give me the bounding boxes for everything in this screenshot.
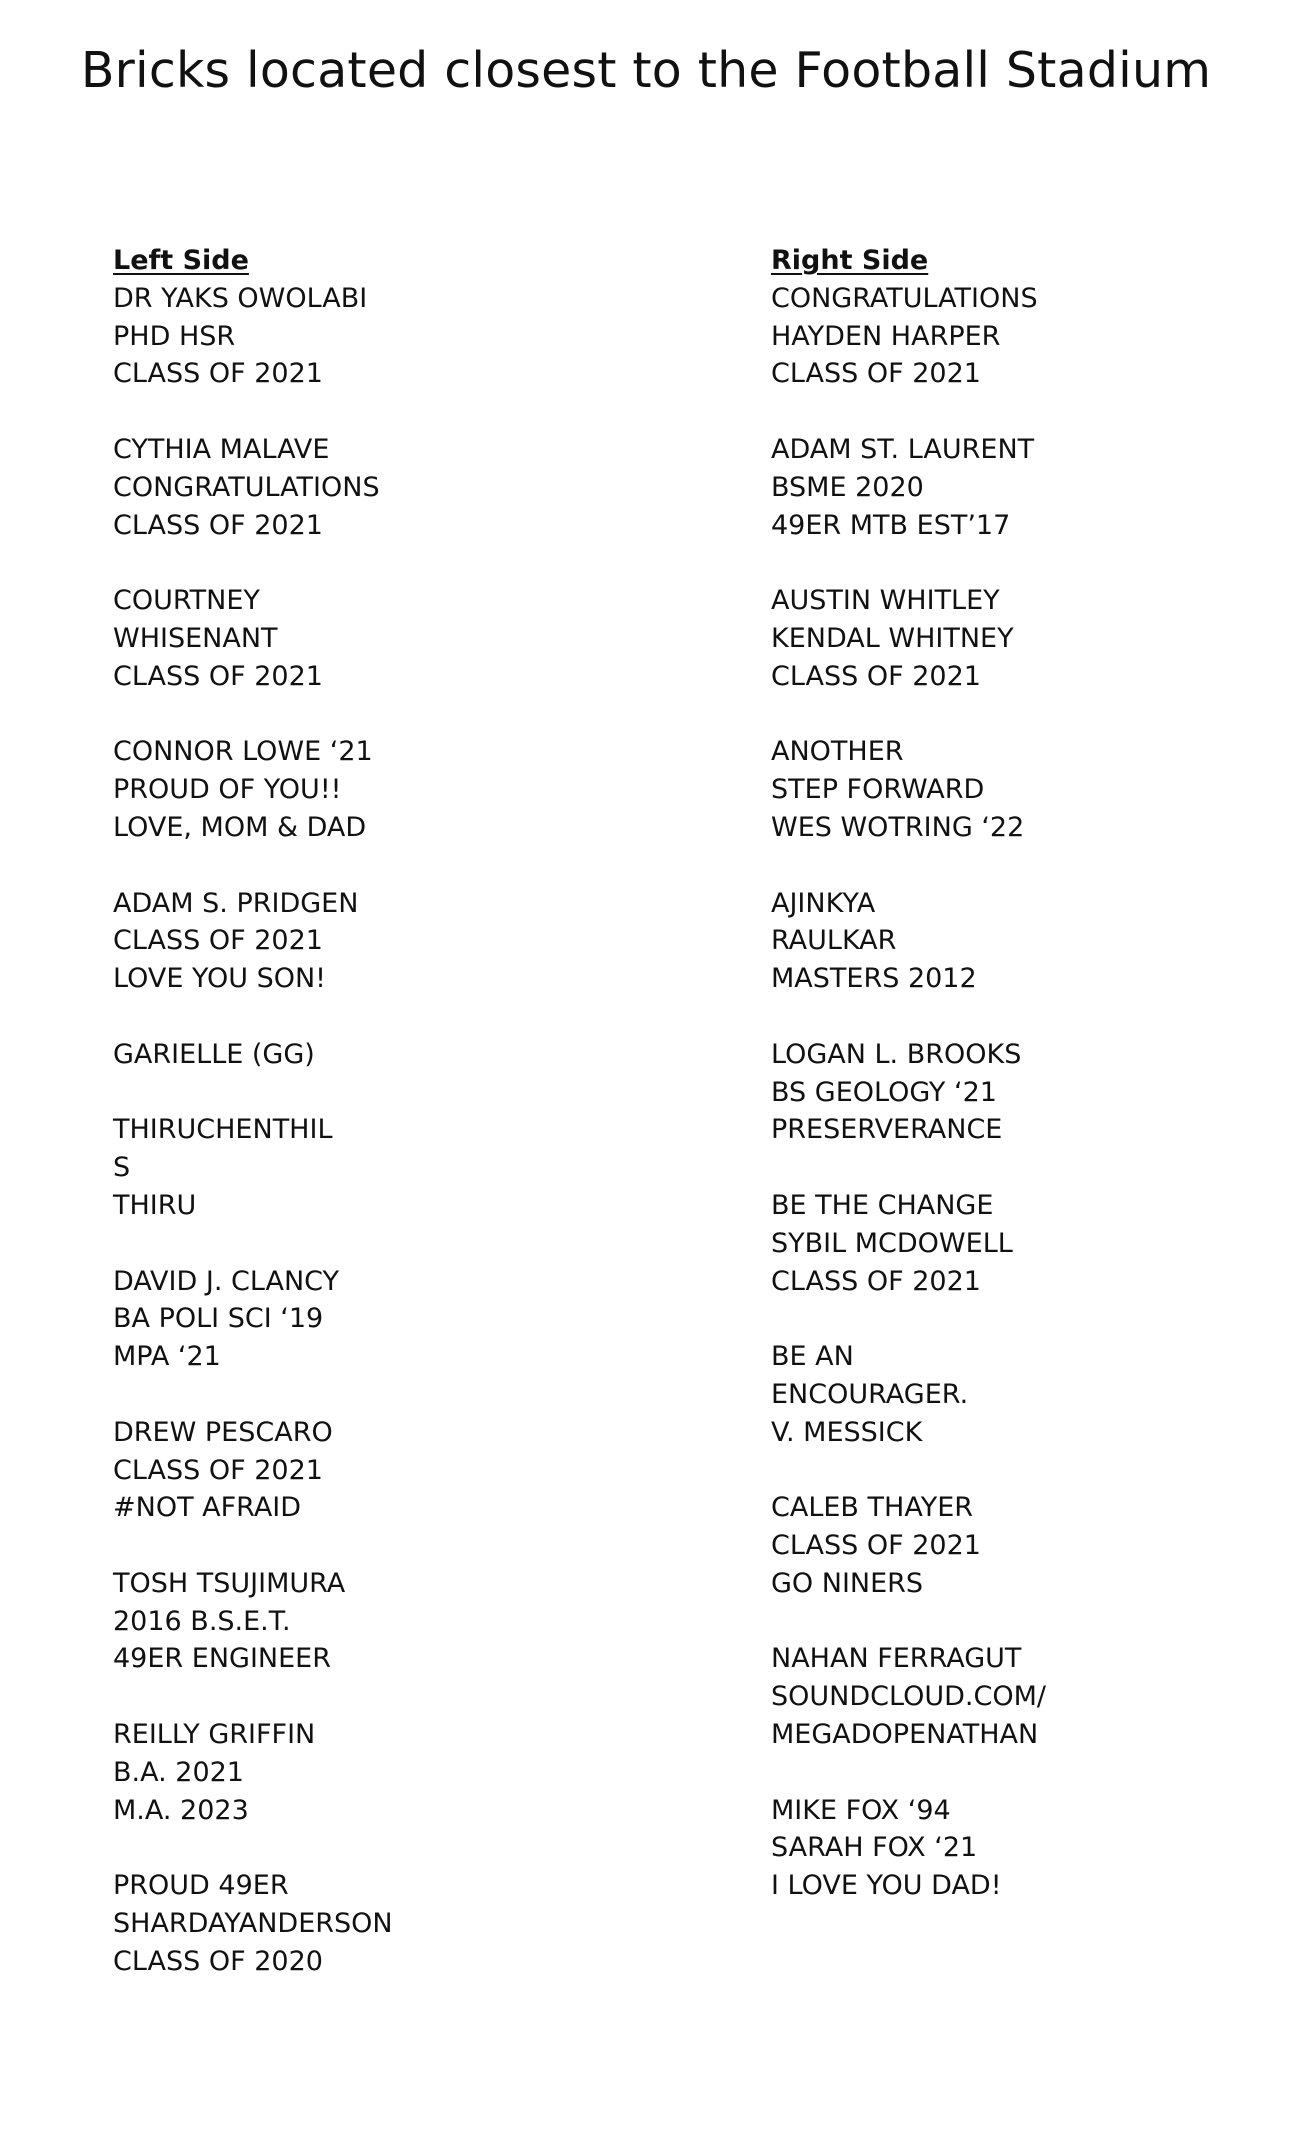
- brick-line: DR YAKS OWOLABI: [113, 282, 368, 314]
- brick-line: THIRU: [113, 1189, 197, 1221]
- brick-inscription: [771, 1187, 1271, 1300]
- brick-line: PHD HSR: [113, 320, 236, 352]
- brick-inscription: [771, 1640, 1271, 1753]
- brick-line: CONNOR LOWE ‘21: [113, 736, 373, 768]
- brick-line: CONGRATULATIONS: [113, 471, 380, 503]
- brick-line: SOUNDCLOUD.COM/: [771, 1681, 1046, 1713]
- brick-line: KENDAL WHITNEY: [771, 622, 1014, 654]
- brick-line: PROUD OF YOU!!: [113, 774, 342, 806]
- brick-line: TOSH TSUJIMURA: [113, 1567, 346, 1599]
- brick-line: STEP FORWARD: [771, 774, 985, 806]
- brick-line: LOVE YOU SON!: [113, 963, 326, 995]
- brick-inscription: [771, 1489, 1271, 1602]
- brick-line: CLASS OF 2021: [771, 660, 981, 692]
- brick-line: BA POLI SCI ‘19: [113, 1303, 324, 1335]
- brick-inscription: [113, 885, 673, 998]
- right-side-heading: Right Side: [771, 245, 929, 276]
- brick-line: CLASS OF 2021: [771, 1265, 981, 1297]
- brick-inscription: [113, 733, 673, 846]
- brick-line: ANOTHER: [771, 736, 904, 768]
- brick-inscription: [113, 1867, 673, 1980]
- brick-line: CYTHIA MALAVE: [113, 433, 330, 465]
- right-brick-list: [771, 280, 1271, 1905]
- brick-inscription: [113, 1263, 673, 1376]
- brick-line: 49ER MTB EST’17: [771, 509, 1011, 541]
- brick-line: B.A. 2021: [113, 1756, 244, 1788]
- brick-line: MIKE FOX ‘94: [771, 1794, 951, 1826]
- brick-line: WHISENANT: [113, 622, 278, 654]
- brick-line: ENCOURAGER.: [771, 1378, 969, 1410]
- right-side-column: [771, 242, 1271, 1943]
- brick-line: ADAM ST. LAURENT: [771, 433, 1035, 465]
- brick-line: CLASS OF 2021: [113, 660, 323, 692]
- brick-line: 49ER ENGINEER: [113, 1643, 331, 1675]
- brick-line: BS GEOLOGY ‘21: [771, 1076, 997, 1108]
- brick-inscription: [113, 582, 673, 695]
- brick-line: CLASS OF 2021: [113, 925, 323, 957]
- brick-line: REILLY GRIFFIN: [113, 1719, 316, 1751]
- brick-inscription: [113, 1414, 673, 1527]
- brick-line: CLASS OF 2021: [113, 509, 323, 541]
- page-title: Bricks located closest to the Football Stadium: [80, 42, 1212, 99]
- brick-line: GARIELLE (GG): [113, 1038, 315, 1070]
- brick-line: BE THE CHANGE: [771, 1189, 994, 1221]
- brick-line: CLASS OF 2021: [113, 358, 323, 390]
- brick-line: M.A. 2023: [113, 1794, 249, 1826]
- brick-line: DAVID J. CLANCY: [113, 1265, 340, 1297]
- brick-line: CONGRATULATIONS: [771, 282, 1038, 314]
- brick-inscription: [771, 280, 1271, 393]
- brick-inscription: [113, 280, 673, 393]
- brick-inscription: [771, 582, 1271, 695]
- brick-line: S: [113, 1152, 131, 1184]
- brick-inscription: [771, 733, 1271, 846]
- brick-line: CLASS OF 2021: [113, 1454, 323, 1486]
- brick-line: COURTNEY: [113, 585, 260, 617]
- brick-line: PRESERVERANCE: [771, 1114, 1003, 1146]
- brick-line: NAHAN FERRAGUT: [771, 1643, 1022, 1675]
- brick-line: PROUD 49ER: [113, 1870, 289, 1902]
- brick-inscription: [113, 1565, 673, 1678]
- brick-line: I LOVE YOU DAD!: [771, 1870, 1002, 1902]
- left-side-column: [113, 242, 673, 2018]
- brick-line: MPA ‘21: [113, 1341, 221, 1373]
- brick-inscription: [771, 885, 1271, 998]
- brick-inscription: [771, 431, 1271, 544]
- brick-line: CLASS OF 2020: [113, 1945, 323, 1977]
- left-brick-list: [113, 280, 673, 1981]
- brick-line: WES WOTRING ‘22: [771, 811, 1025, 843]
- brick-line: BSME 2020: [771, 471, 924, 503]
- brick-line: GO NINERS: [771, 1567, 924, 1599]
- brick-line: ADAM S. PRIDGEN: [113, 887, 359, 919]
- brick-line: LOVE, MOM & DAD: [113, 811, 367, 843]
- brick-inscription: [113, 1036, 673, 1074]
- brick-line: RAULKAR: [771, 925, 897, 957]
- brick-inscription: [113, 1111, 673, 1224]
- brick-inscription: [113, 1716, 673, 1829]
- brick-line: THIRUCHENTHIL: [113, 1114, 333, 1146]
- brick-line: MASTERS 2012: [771, 963, 977, 995]
- brick-inscription: [771, 1792, 1271, 1905]
- brick-line: SYBIL MCDOWELL: [771, 1227, 1013, 1259]
- brick-line: AUSTIN WHITLEY: [771, 585, 1000, 617]
- brick-line: MEGADOPENATHAN: [771, 1719, 1039, 1751]
- left-side-heading: Left Side: [113, 245, 249, 276]
- brick-line: BE AN: [771, 1341, 854, 1373]
- brick-line: LOGAN L. BROOKS: [771, 1038, 1022, 1070]
- brick-inscription: [771, 1036, 1271, 1149]
- brick-line: CLASS OF 2021: [771, 358, 981, 390]
- brick-line: AJINKYA: [771, 887, 876, 919]
- brick-line: V. MESSICK: [771, 1416, 923, 1448]
- brick-line: 2016 B.S.E.T.: [113, 1605, 291, 1637]
- brick-line: CALEB THAYER: [771, 1492, 974, 1524]
- brick-line: DREW PESCARO: [113, 1416, 333, 1448]
- brick-line: #NOT AFRAID: [113, 1492, 302, 1524]
- brick-inscription: [113, 431, 673, 544]
- brick-inscription: [771, 1338, 1271, 1451]
- brick-line: CLASS OF 2021: [771, 1530, 981, 1562]
- brick-line: SHARDAYANDERSON: [113, 1908, 393, 1940]
- brick-line: SARAH FOX ‘21: [771, 1832, 978, 1864]
- brick-line: HAYDEN HARPER: [771, 320, 1001, 352]
